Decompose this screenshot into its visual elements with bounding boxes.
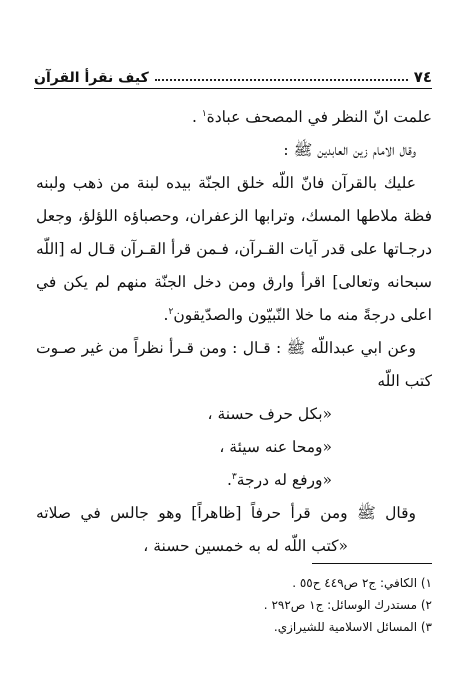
footnote-item: ١) الكافي: ج٢ ص٤٤٩ ح٥٥ . [292, 576, 432, 590]
body-line-text: فظة ملاطها المسك، وترابها الزعفران، وحصباؤه اللؤلؤ، وجعل [36, 207, 432, 225]
footnote-marker: ٢ [168, 306, 174, 317]
footnote-marker: ٣ [231, 471, 237, 482]
body-line-text: «بكل حرف حسنة ، [207, 405, 332, 423]
body-line [36, 464, 432, 497]
body-line-text: علمت انّ النظر في المصحف عبادة [206, 108, 432, 126]
page-number: ٧٤ [413, 68, 432, 86]
body-line [36, 530, 432, 563]
body-line-text: «ومحا عنه سيئة ، [219, 438, 332, 456]
body-line-text: وعن ابي عبداللّه ﷺ : قـال : ومن قـرأ نظراً من غير صـوت [36, 339, 416, 357]
body-line [36, 167, 432, 200]
body-line-text: «كتب اللّه له به خمسين حسنة ، [143, 537, 348, 555]
body-line [36, 431, 432, 464]
body-line [36, 332, 432, 365]
body-line [36, 365, 432, 398]
header-dot-leader [155, 78, 408, 81]
running-header [34, 64, 432, 86]
body-line [36, 134, 432, 167]
footnote-item: ٣) المسائل الاسلامية للشيرازي. [273, 620, 432, 634]
running-title: كيف نقرأ القرآن [34, 70, 149, 86]
body-line-text: اعلى درجةً منه ما خلا النّبيّون والصدّيقون [173, 306, 432, 324]
body-line-text: سبحانه وتعالى] اقرأ وارق ومن دخل الجنّة منهم لم يكن في [36, 273, 432, 291]
body-line [36, 497, 432, 530]
body-line-text: وقال ﷺ ومن قرأ حرفاً [ظاهراً] وهو جالس في صلاته [36, 504, 416, 522]
header-rule [34, 88, 432, 89]
body-line-tail: . [163, 306, 169, 324]
body-line-text: عليك بالقرآن فانّ اللّه خلق الجنّة بيده لبنة من ذهب ولبنه [36, 174, 416, 192]
footnote-marker: ١ [201, 108, 207, 119]
body-line-text: درجـاتها على قدر آيات القـرآن، فـمن قرأ القـرآن قـال له [اللّه [36, 240, 432, 258]
body-line [36, 398, 432, 431]
body-line-tail: . [226, 471, 232, 489]
footnotes [40, 572, 432, 638]
body-line [36, 101, 432, 134]
body-line-text: كتب اللّه [377, 372, 432, 390]
body-line [36, 266, 432, 299]
body-line-text: «ورفع له درجة [236, 471, 332, 489]
body-line-text: وقال الامام زين العابدين ﷺ : [283, 141, 416, 159]
footnote-separator [312, 563, 432, 564]
body-text [36, 101, 432, 563]
body-line-tail: . [191, 108, 202, 126]
footnote-item: ٢) مستدرك الوسائل: ج١ ص٢٩٢ . [263, 598, 432, 612]
body-line [36, 233, 432, 266]
body-line [36, 299, 432, 332]
body-line [36, 200, 432, 233]
